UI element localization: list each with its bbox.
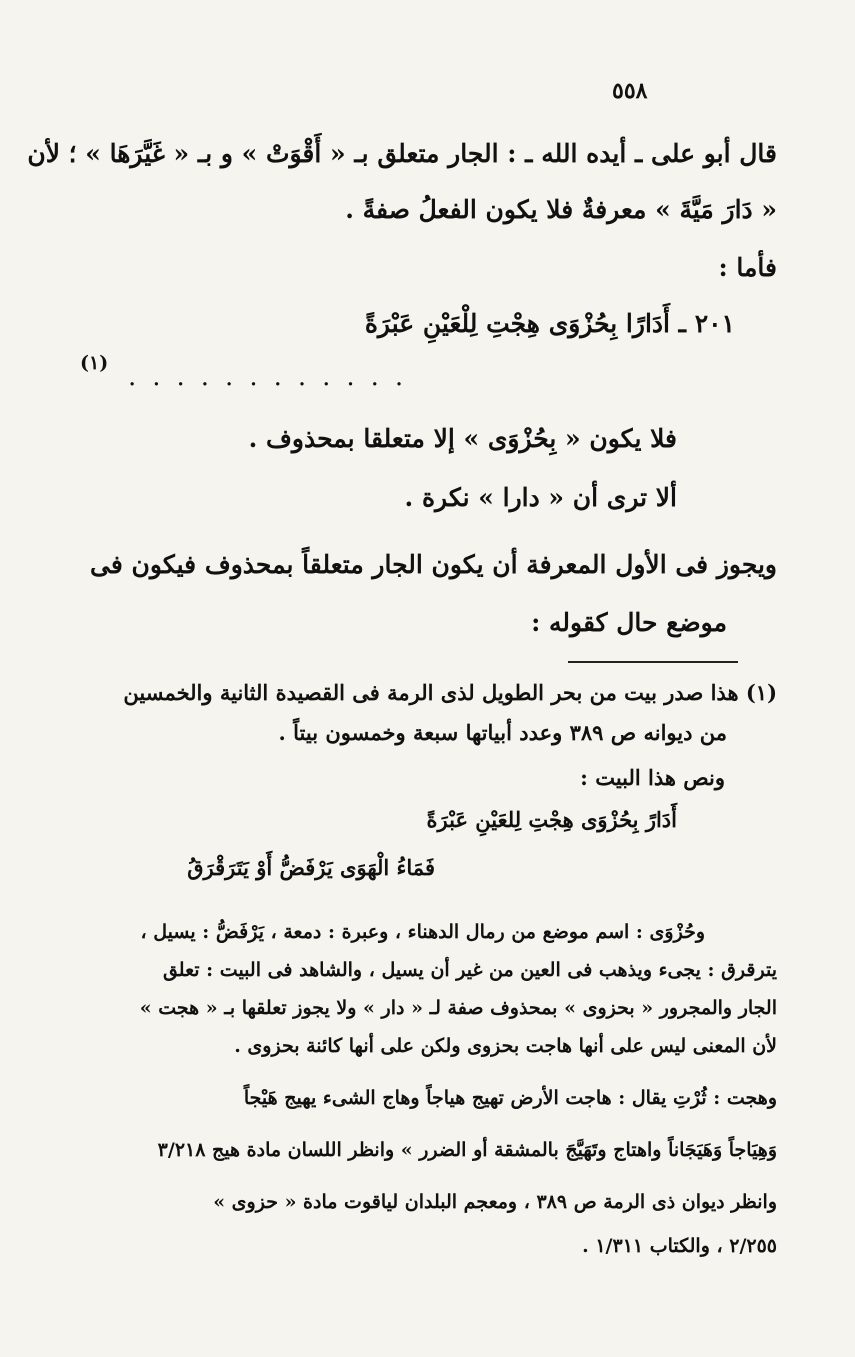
footnote-verse-2: فَمَاءُ الْهَوَى يَرْفَضُّ أَوْ يَتَرَقْرَقُ: [187, 855, 435, 880]
main-line-3: فأما :: [718, 253, 777, 282]
footnote-line-11: ٢/٢٥٥ ، والكتاب ١/٣١١ .: [582, 1235, 777, 1257]
main-line-4: فلا يكون « بِحُزْوَى » إلا متعلقا بمحذوف .: [248, 424, 677, 453]
footnote-line-3: ونص هذا البيت :: [580, 765, 725, 790]
footnote-divider: [568, 661, 738, 663]
main-line-5: ألا ترى أن « دارا » نكرة .: [404, 483, 677, 512]
footnote-line-7: لأن المعنى ليس على أنها هاجت بحزوى ولكن على أنها كائنة بحزوى .: [234, 1035, 777, 1057]
main-line-6: ويجوز فى الأول المعرفة أن يكون الجار متعلقاً بمحذوف فيكون فى: [90, 550, 777, 579]
main-line-1: قال أبو على ـ أيده الله ـ : الجار متعلق بـ « أَقْوَتْ » و بـ « غَيَّرَهَا » ؛ لأن: [27, 139, 777, 168]
footnote-line-1: (١) هذا صدر بيت من بحر الطويل لذى الرمة فى القصيدة الثانية والخمسين: [123, 680, 777, 705]
footnote-line-10: وانظر ديوان ذى الرمة ص ٣٨٩ ، ومعجم البلدان لياقوت مادة « حزوى »: [213, 1191, 777, 1213]
footnote-line-8: وهجت : ثُرْتِ يقال : هاجت الأرض تهيج هياجاً وهاج الشىء يهيج هَيْجاً: [243, 1087, 777, 1109]
footnote-marker: (١): [80, 352, 109, 374]
main-line-2: « دَارَ مَيَّةَ » معرفةٌ فلا يكون الفعلُ صفةً .: [345, 195, 777, 224]
poetry-verse-201: ٢٠١ ـ أَدَارًا بِحُزْوَى هِجْتِ لِلْعَيْنِ عَبْرَةً: [364, 309, 735, 338]
footnote-line-6: الجار والمجرور « بحزوى » بمحذوف صفة لـ « دار » ولا يجوز تعلقها بـ « هجت »: [139, 997, 777, 1019]
page-number: ٥٥٨: [612, 78, 648, 104]
ellipsis-dots: ............: [128, 362, 420, 392]
main-line-7: موضع حال كقوله :: [531, 608, 727, 637]
footnote-line-5: يترقرق : يجىء ويذهب فى العين من غير أن يسيل ، والشاهد فى البيت : تعلق: [162, 959, 777, 981]
footnote-verse-1: أَدَارً بِحُزْوَى هِجْتِ لِلعَيْنِ عَبْرَةً: [426, 807, 677, 832]
footnote-line-9: وَهِيَاجاً وَهَيَجَاناً واهتاج وتَهَيَّجَ بالمشقة أو الضرر » وانظر اللسان مادة هيج ٣/٢١٨: [157, 1139, 777, 1161]
footnote-line-4: وحُزْوَى : اسم موضع من رمال الدهناء ، وعبرة : دمعة ، يَرْفَضُّ : يسيل ،: [140, 921, 705, 943]
footnote-line-2: من ديوانه ص ٣٨٩ وعدد أبياتها سبعة وخمسون بيتاً .: [278, 720, 727, 745]
